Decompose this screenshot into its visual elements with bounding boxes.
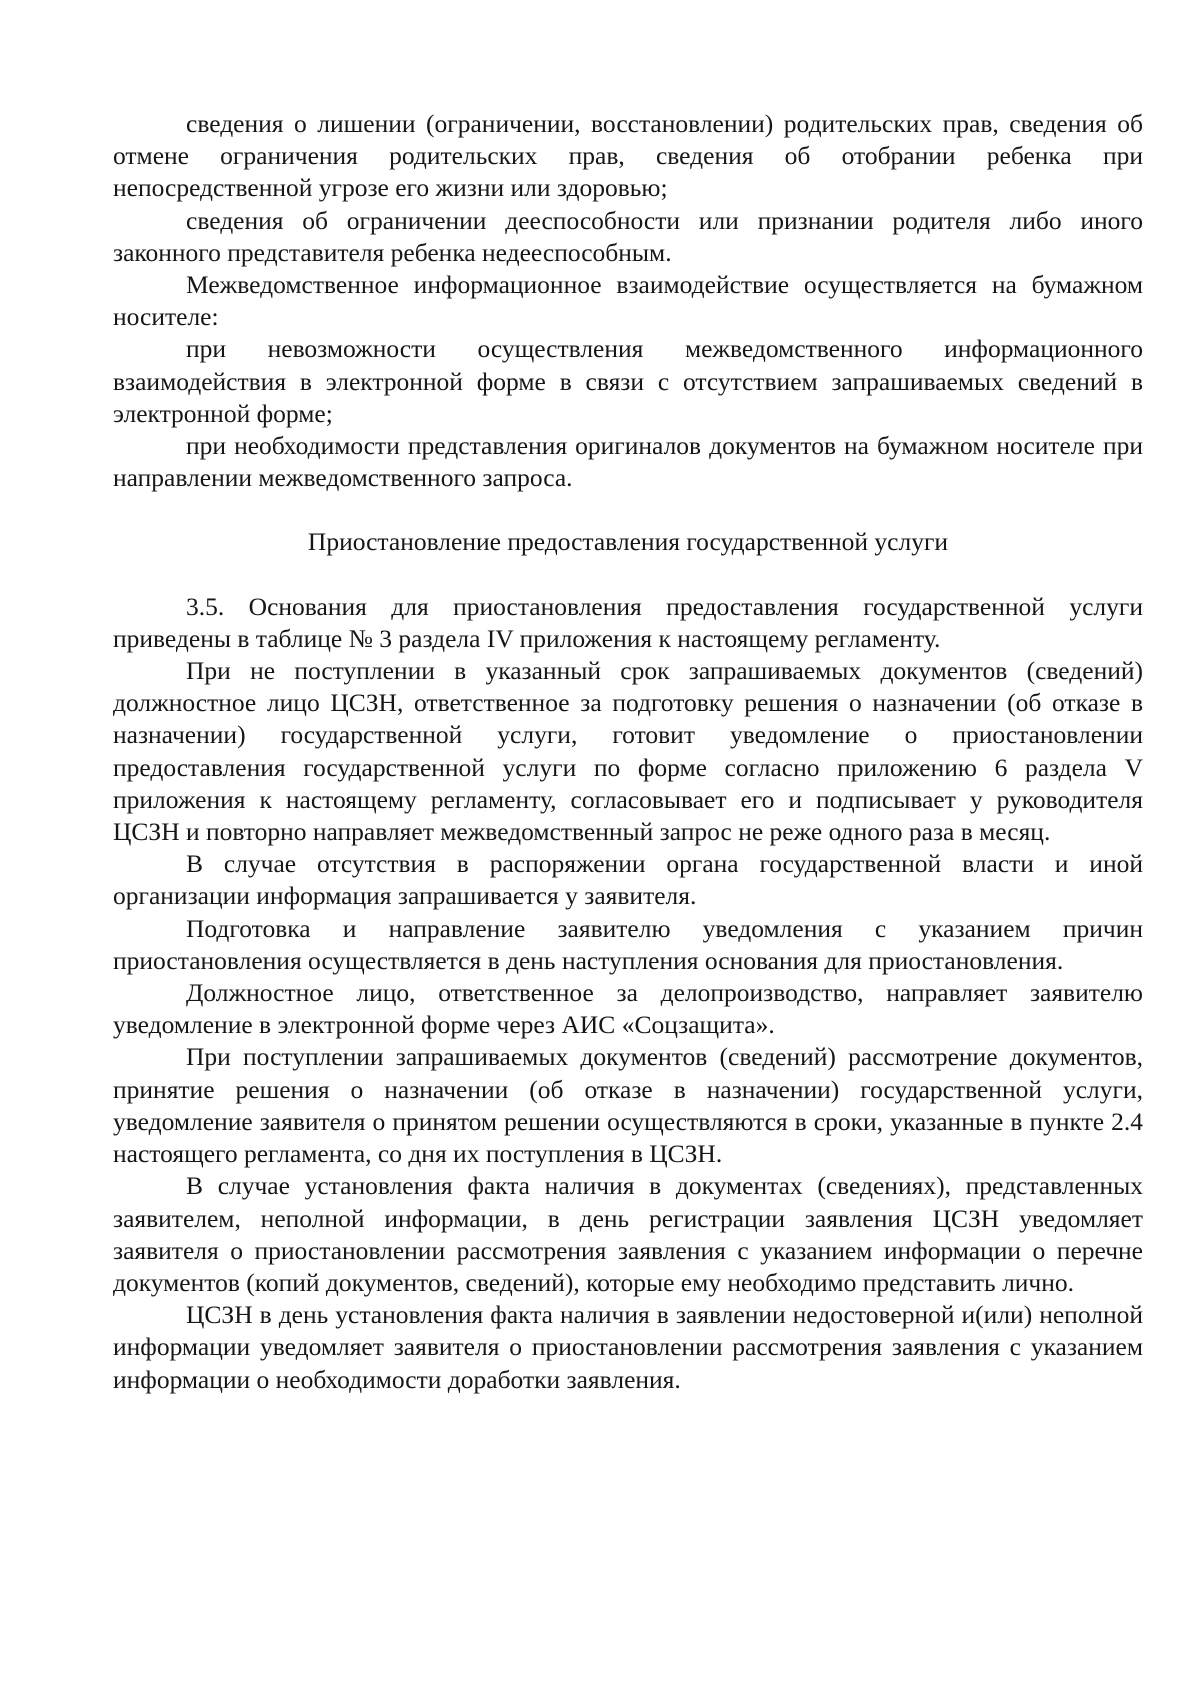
document-page: [113, 108, 1143, 1396]
paragraph-3-5-grounds: 3.5. Основания для приостановления предоставления государственной услуги приведены в таблице № 3 раздела IV приложения к настоящему регламенту.: [113, 591, 1143, 653]
paragraph-absence-info: В случае отсутствия в распоряжении органа государственной власти и иной организации информация запрашивается у заявителя.: [113, 849, 1143, 911]
paragraph-official-sends: Должностное лицо, ответственное за делопроизводство, направляет заявителю уведомление в электронной форме через АИС «Соцзащита».: [113, 978, 1143, 1040]
paragraph-upon-receipt: При поступлении запрашиваемых документов (сведений) рассмотрение документов, принятие решения о назначении (об отказе в назначении) государственной услуги, уведомление заявителя о принятом решении осуществляются в сроки, указанные в пункте 2.4 настоящего регламента, со дня их поступления в ЦСЗН.: [113, 1042, 1143, 1169]
paragraph-impossibility-electronic: при невозможности осуществления межведомственного информационного взаимодействия в электронной форме в связи с отсутствием запрашиваемых сведений в электронной форме;: [113, 334, 1143, 428]
paragraph-incomplete-info: В случае установления факта наличия в документах (сведениях), представленных заявителем, неполной информации, в день регистрации заявления ЦСЗН уведомляет заявителя о приостановлении рассмотрения заявления с указанием информации о перечне документов (копий документов, сведений), которые ему необходимо представить лично.: [113, 1171, 1143, 1297]
paragraph-notification-prep: Подготовка и направление заявителю уведомления с указанием причин приостановления осуществляется в день наступления основания для приостановления.: [113, 913, 1143, 975]
paragraph-unreliable-info: ЦСЗН в день установления факта наличия в заявлении недостоверной и(или) неполной информации уведомляет заявителя о приостановлении рассмотрения заявления с указанием информации о необходимости доработки заявления.: [113, 1300, 1143, 1394]
paragraph-parental-rights: сведения о лишении (ограничении, восстановлении) родительских прав, сведения об отмене ограничения родительских прав, сведения об отобрании ребенка при непосредственной угрозе его жизни или здоровью;: [113, 109, 1143, 203]
section-heading: Приостановление предоставления государственной услуги: [307, 527, 949, 557]
paragraph-non-receipt: При не поступлении в указанный срок запрашиваемых документов (сведений) должностное лицо ЦСЗН, ответственное за подготовку решения о назначении (об отказе в назначении) государственной услуги, готовит уведомление о приостановлении предоставления государственной услуги по форме согласно приложению 6 раздела V приложения к настоящему регламенту, согласовывает его и подписывает у руководителя ЦСЗН и повторно направляет межведомственный запрос не реже одного раза в месяц.: [113, 656, 1143, 847]
paragraph-originals-needed: при необходимости представления оригиналов документов на бумажном носителе при направлении межведомственного запроса.: [113, 431, 1143, 493]
paragraph-paper-interaction: Межведомственное информационное взаимодействие осуществляется на бумажном носителе:: [113, 270, 1143, 332]
paragraph-legal-capacity: сведения об ограничении дееспособности или признании родителя либо иного законного представителя ребенка недееспособным.: [113, 205, 1143, 267]
